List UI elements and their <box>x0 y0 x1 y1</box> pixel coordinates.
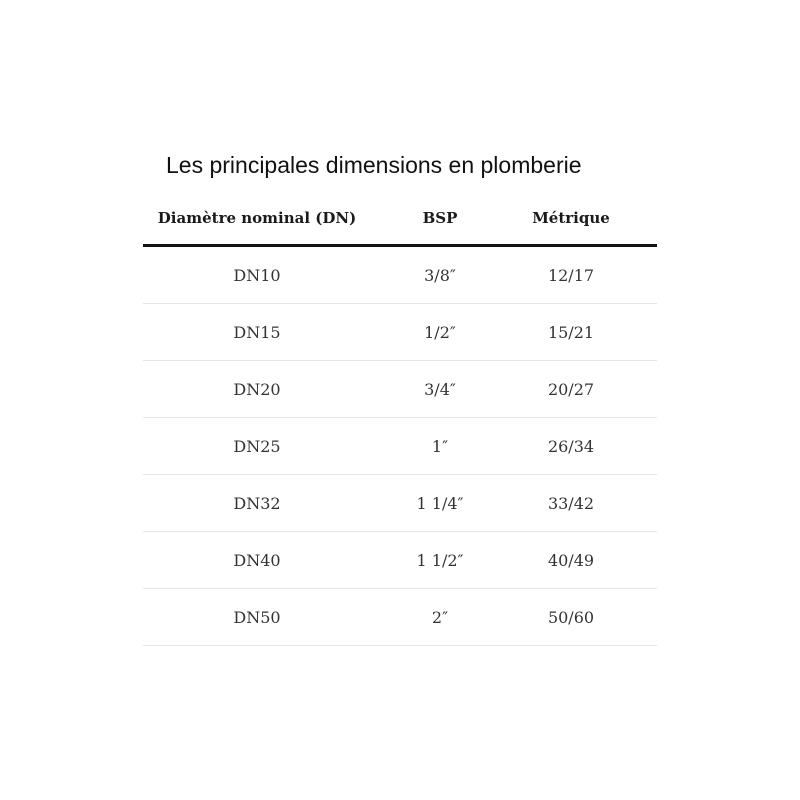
table-row <box>143 532 657 589</box>
table-row <box>143 589 657 646</box>
cell-metrique: 40/49 <box>547 550 595 570</box>
dimensions-table <box>143 194 657 646</box>
cell-metrique: 15/21 <box>547 322 595 342</box>
table-row <box>143 418 657 475</box>
cell-bsp: 1 1/2″ <box>416 550 464 570</box>
page-title: Les principales dimensions en plomberie <box>166 152 582 178</box>
cell-bsp: 1 1/4″ <box>416 493 464 513</box>
cell-dn: DN25 <box>233 436 281 456</box>
cell-dn: DN10 <box>233 265 281 285</box>
cell-dn: DN20 <box>233 379 281 399</box>
table-row <box>143 361 657 418</box>
cell-bsp: 1/2″ <box>424 322 456 342</box>
cell-metrique: 26/34 <box>547 436 595 456</box>
table-header-row <box>143 194 657 247</box>
cell-metrique: 33/42 <box>547 493 595 513</box>
cell-bsp: 3/4″ <box>424 379 456 399</box>
table-row <box>143 304 657 361</box>
header-dn: Diamètre nominal (DN) <box>157 209 357 227</box>
cell-bsp: 1″ <box>431 436 449 456</box>
table-row <box>143 475 657 532</box>
table-row <box>143 247 657 304</box>
cell-dn: DN40 <box>233 550 281 570</box>
cell-metrique: 50/60 <box>547 607 595 627</box>
cell-bsp: 2″ <box>431 607 449 627</box>
header-metrique: Métrique <box>532 209 610 227</box>
cell-dn: DN50 <box>233 607 281 627</box>
cell-metrique: 12/17 <box>547 265 595 285</box>
cell-dn: DN15 <box>233 322 281 342</box>
cell-metrique: 20/27 <box>547 379 595 399</box>
cell-bsp: 3/8″ <box>424 265 456 285</box>
cell-dn: DN32 <box>233 493 281 513</box>
header-bsp: BSP <box>422 209 458 227</box>
